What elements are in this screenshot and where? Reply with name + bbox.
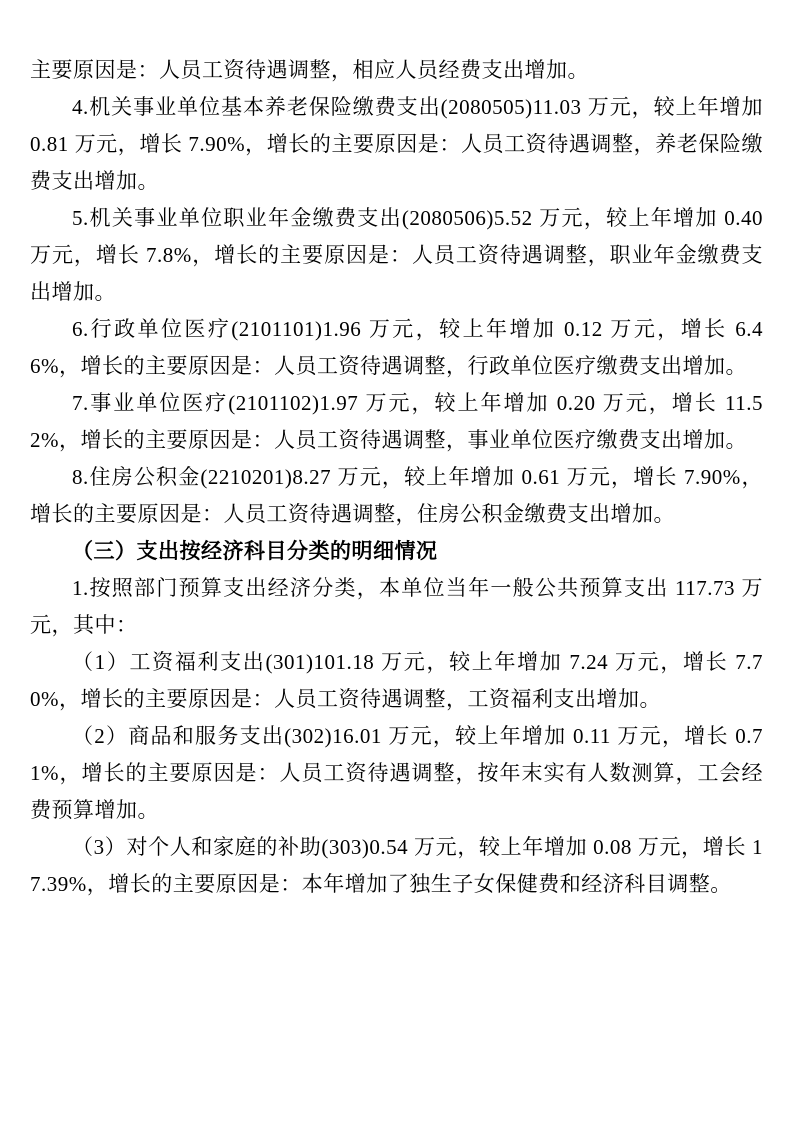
paragraph-subitem-1-wages-welfare: （1）工资福利支出(301)101.18 万元，较上年增加 7.24 万元，增长 7.70%，增长的主要原因是：人员工资待遇调整，工资福利支出增加。 [30, 650, 763, 711]
paragraph-continuation: 主要原因是：人员工资待遇调整，相应人员经费支出增加。 [30, 58, 589, 82]
paragraph-subitem-3-individual-family-subsidy: （3）对个人和家庭的补助(303)0.54 万元，较上年增加 0.08 万元，增长 17.39%，增长的主要原因是：本年增加了独生子女保健费和经济科目调整。 [30, 835, 763, 896]
section-heading-economic-classification: （三）支出按经济科目分类的明细情况 [72, 539, 438, 563]
paragraph-economic-classification-intro: 1.按照部门预算支出经济分类，本单位当年一般公共预算支出 117.73 万元，其中： [30, 576, 763, 637]
paragraph-item-6-admin-medical: 6.行政单位医疗(2101101)1.96 万元，较上年增加 0.12 万元，增长 6.46%，增长的主要原因是：人员工资待遇调整，行政单位医疗缴费支出增加。 [30, 317, 763, 378]
document-body [30, 52, 763, 903]
paragraph-subitem-2-goods-services: （2）商品和服务支出(302)16.01 万元，较上年增加 0.11 万元，增长 0.71%，增长的主要原因是：人员工资待遇调整，按年末实有人数测算，工会经费预算增加。 [30, 724, 763, 822]
paragraph-item-5-annuity: 5.机关事业单位职业年金缴费支出(2080506)5.52 万元，较上年增加 0.40 万元，增长 7.8%，增长的主要原因是：人员工资待遇调整，职业年金缴费支出增加。 [30, 206, 763, 304]
paragraph-item-8-housing-fund: 8.住房公积金(2210201)8.27 万元，较上年增加 0.61 万元，增长 7.90%，增长的主要原因是：人员工资待遇调整，住房公积金缴费支出增加。 [30, 465, 763, 526]
paragraph-item-4-pension: 4.机关事业单位基本养老保险缴费支出(2080505)11.03 万元，较上年增加 0.81 万元，增长 7.90%，增长的主要原因是：人员工资待遇调整，养老保险缴费支出增加。 [30, 95, 763, 193]
paragraph-item-7-institution-medical: 7.事业单位医疗(2101102)1.97 万元，较上年增加 0.20 万元，增长 11.52%，增长的主要原因是：人员工资待遇调整，事业单位医疗缴费支出增加。 [30, 391, 763, 452]
